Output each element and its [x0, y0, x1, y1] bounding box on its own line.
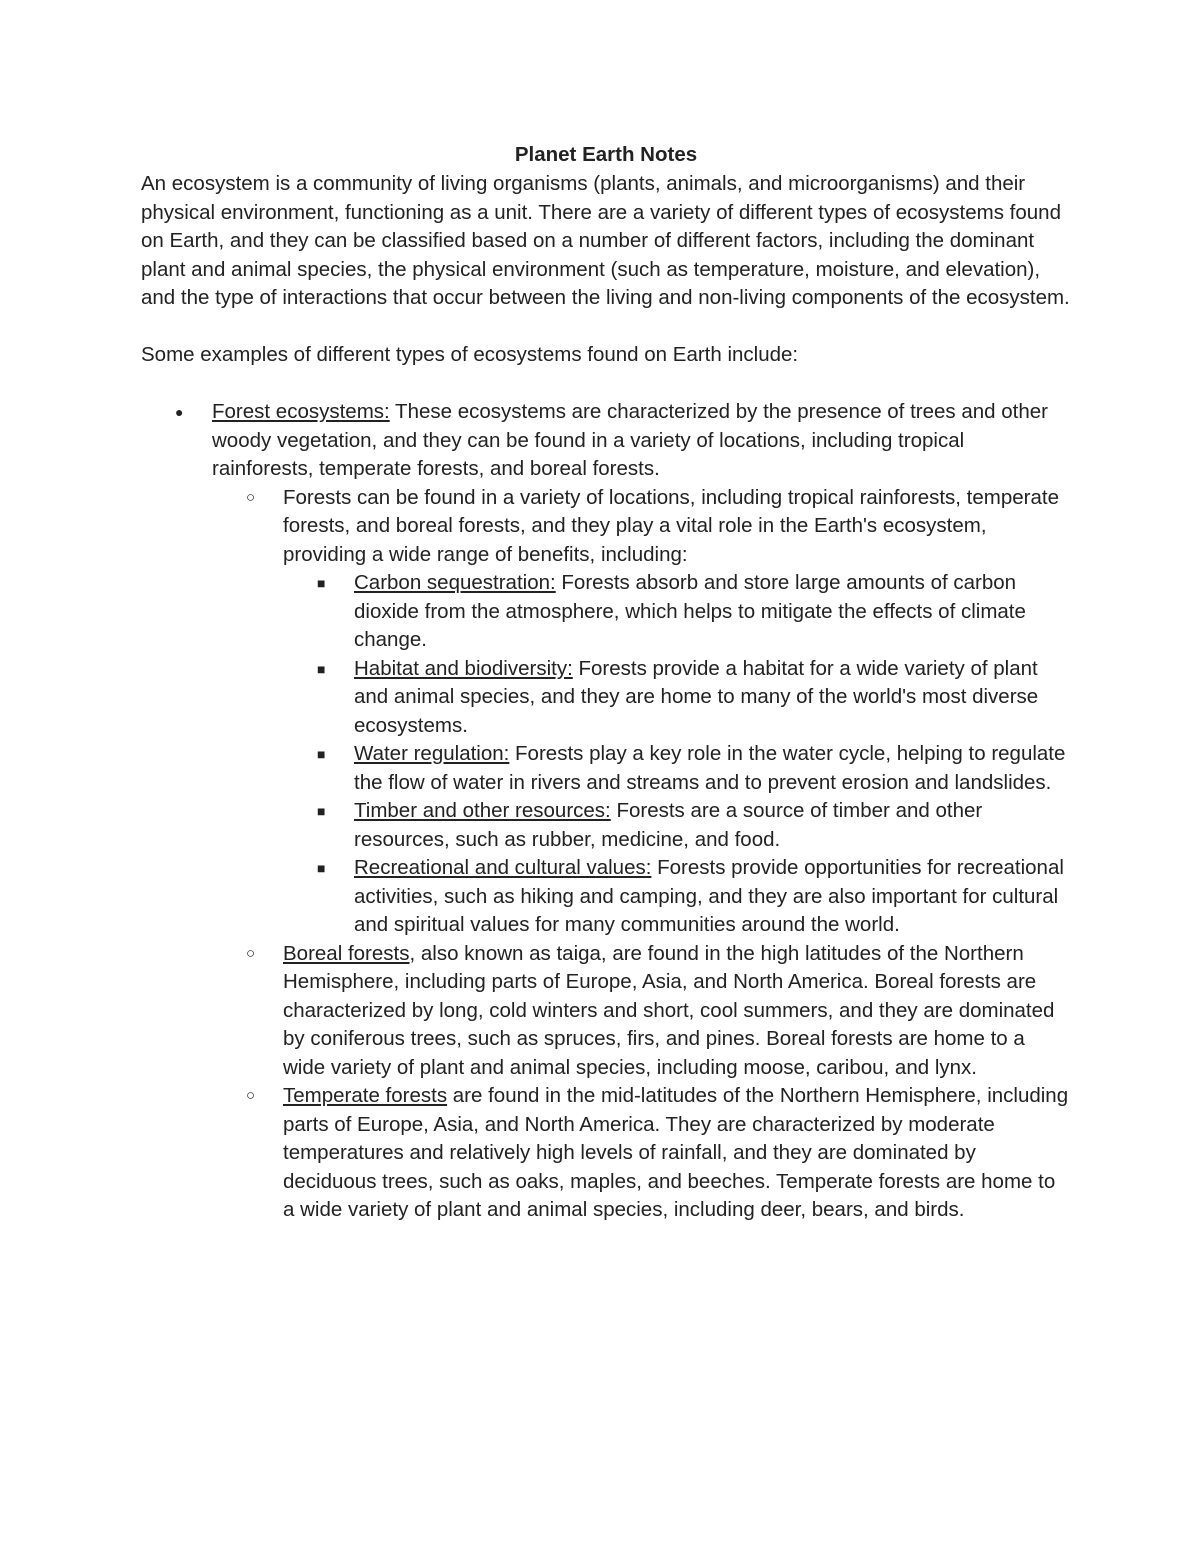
benefit-text: Forests provide a habitat for a wide variety of plant and animal species, and they are home to many of the world's most diverse ecosystems.: [354, 656, 1039, 737]
ecosystem-list: [141, 398, 1071, 1225]
benefit-text: Forests provide opportunities for recreational activities, such as hiking and camping, and they are also important for cultural and spiritual values for many communities around the world.: [354, 856, 1064, 936]
forest-ecosystems-text: These ecosystems are characterized by the presence of trees and other woody vegetation, and they can be found in a variety of locations, including tropical rainforests, temperate forests, and boreal forests.: [212, 400, 1048, 480]
square-bullet-icon: ■: [317, 803, 326, 819]
benefit-term: Timber and other resources:: [354, 799, 611, 822]
square-bullet-icon: ■: [317, 746, 326, 762]
list-item-boreal-forests: [212, 940, 1071, 1083]
benefit-text: Forests absorb and store large amounts of carbon dioxide from the atmosphere, which helps to mitigate the effects of climate change.: [354, 571, 1026, 651]
list-item-benefit: [283, 797, 1071, 854]
hollow-circle-bullet-icon: ○: [246, 1087, 256, 1104]
benefit-term: Recreational and cultural values:: [354, 856, 652, 879]
document-page: [141, 140, 1071, 1225]
forest-locations-text: Forests can be found in a variety of locations, including tropical rainforests, temperate forests, and boreal forests, and they play a vital role in the Earth's ecosystem, providing a wide range of benefits, including:: [283, 485, 1059, 566]
list-item-benefit: [283, 740, 1071, 797]
page-title: Planet Earth Notes: [514, 143, 698, 166]
temperate-forests-text: are found in the mid-latitudes of the Northern Hemisphere, including parts of Europe, Asia, and North America. They are characterized by moderate temperatures and relatively high levels of rainfall, and they are dominated by deciduous trees, such as oaks, maples, and beeches. Temperate forests are home to a wide variety of plant and animal species, including deer, bears, and birds.: [283, 1084, 1069, 1221]
list-item-forest-ecosystems: [141, 398, 1071, 1225]
hollow-circle-bullet-icon: ○: [246, 488, 256, 506]
intro-paragraph: An ecosystem is a community of living organisms (plants, animals, and microorganisms) and their physical environment, functioning as a unit. There are a variety of different types of ecosystems found on Earth, and they can be classified based on a number of different factors, including the dominant plant and animal species, the physical environment (such as temperature, moisture, and elevation), and the type of interactions that occur between the living and non-living components of the ecosystem.: [141, 172, 1070, 309]
list-item-benefit: [283, 569, 1071, 655]
list-item-benefit: [283, 854, 1071, 940]
hollow-circle-bullet-icon: ○: [246, 944, 256, 962]
square-bullet-icon: ■: [317, 660, 326, 677]
filled-circle-bullet-icon: ●: [175, 404, 184, 420]
benefit-term: Habitat and biodiversity:: [354, 656, 573, 680]
list-item-benefit: [283, 655, 1071, 741]
examples-intro: Some examples of different types of ecosystems found on Earth include:: [141, 343, 799, 366]
term-boreal-forests: Boreal forests: [283, 941, 410, 965]
benefit-term: Water regulation:: [354, 742, 510, 765]
list-item-temperate-forests: [212, 1082, 1071, 1225]
benefits-list: [283, 569, 1071, 940]
forest-sublist: [212, 484, 1071, 1225]
benefit-text: Forests are a source of timber and other resources, such as rubber, medicine, and food.: [354, 799, 983, 851]
boreal-forests-text: , also known as taiga, are found in the high latitudes of the Northern Hemisphere, including parts of Europe, Asia, and North America. Boreal forests are characterized by long, cold winters and short, cool summers, and they are dominated by coniferous trees, such as spruces, firs, and pines. Boreal forests are home to a wide variety of plant and animal species, including moose, caribou, and lynx.: [283, 941, 1055, 1079]
square-bullet-icon: ■: [317, 575, 326, 591]
term-forest-ecosystems: Forest ecosystems:: [212, 400, 390, 423]
benefit-text: Forests play a key role in the water cycle, helping to regulate the flow of water in rivers and streams and to prevent erosion and landslides.: [354, 742, 1066, 794]
term-temperate-forests: Temperate forests: [283, 1084, 448, 1107]
list-item-forest-locations: [212, 484, 1071, 940]
benefit-term: Carbon sequestration:: [354, 571, 556, 594]
square-bullet-icon: ■: [317, 860, 326, 876]
